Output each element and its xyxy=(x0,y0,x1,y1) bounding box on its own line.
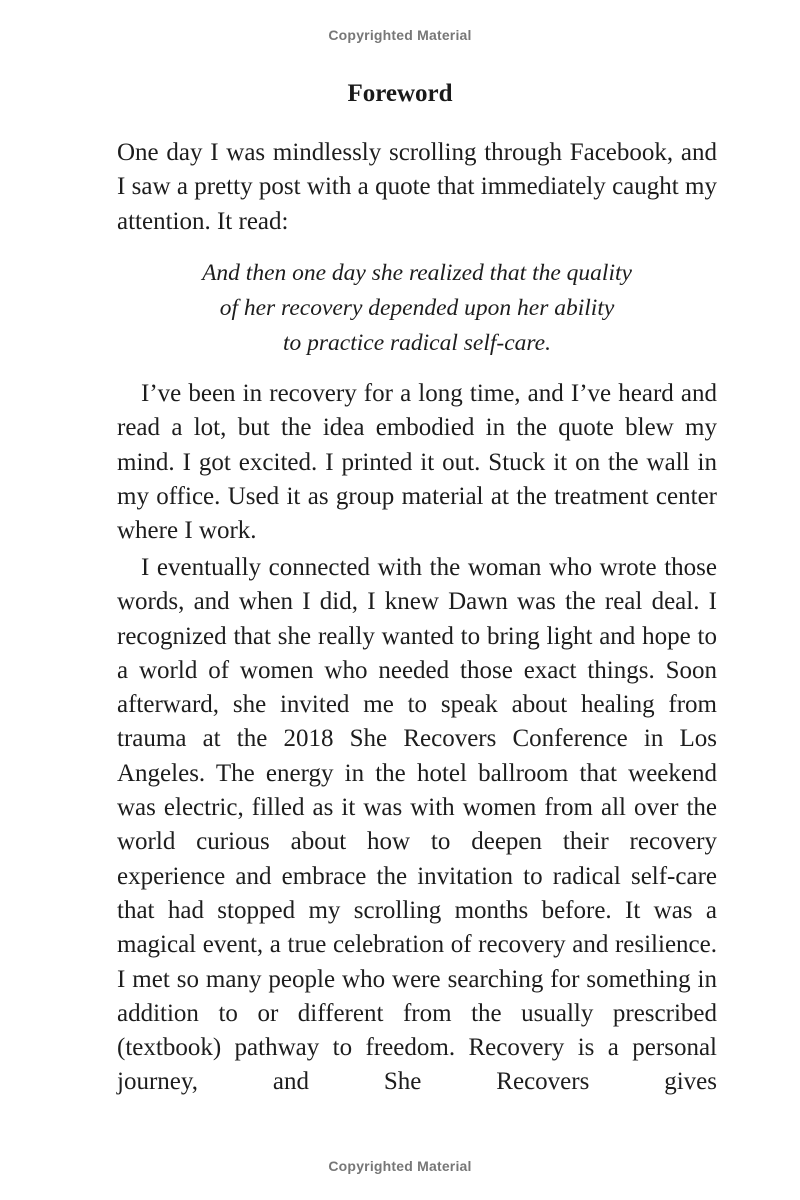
paragraph-3 xyxy=(117,551,717,1100)
paragraph-1 xyxy=(117,136,717,239)
chapter-heading: Foreword xyxy=(347,80,453,107)
copyright-watermark-bottom: Copyrighted Material xyxy=(328,1158,472,1174)
paragraph-3-text: I eventually connected with the woman who wrote those words, and when I did, I knew Dawn was the real deal. I recognized that she really wanted to bring light and hope to a world of women who needed those exact things. Soon afterward, she invited me to speak about healing from trauma at the 2018 She Recovers Conference in Los Angeles. The energy in the hotel ballroom that weekend was electric, filled as it was with women from all over the world curious about how to deepen their recovery experience and embrace the invitation to radical self-care that had stopped my scrolling months before. It was a magical event, a true celebration of recovery and resilience. I met so many people who were searching for something in addition to or different from the usually prescribed (textbook) pathway to freedom. Recovery is a personal journey, and She Recovers gives xyxy=(117,554,717,1096)
copyright-watermark-top: Copyrighted Material xyxy=(328,27,472,43)
quote-line-2: of her recovery depended upon her ability xyxy=(219,295,615,321)
paragraph-1-text: One day I was mindlessly scrolling through Facebook, and I saw a pretty post with a quote that immediately caught my attention. It read: xyxy=(117,139,717,235)
quote-line-3: to practice radical self-care. xyxy=(282,330,551,356)
paragraph-2 xyxy=(117,377,717,548)
paragraph-2-text: I’ve been in recovery for a long time, and I’ve heard and read a lot, but the idea embodied in the quote blew my mind. I got excited. I printed it out. Stuck it on the wall in my office. Used it as group material at the treatment center where I work. xyxy=(117,380,717,545)
quote-line-1: And then one day she realized that the quality xyxy=(202,260,632,286)
block-quote xyxy=(117,256,717,361)
